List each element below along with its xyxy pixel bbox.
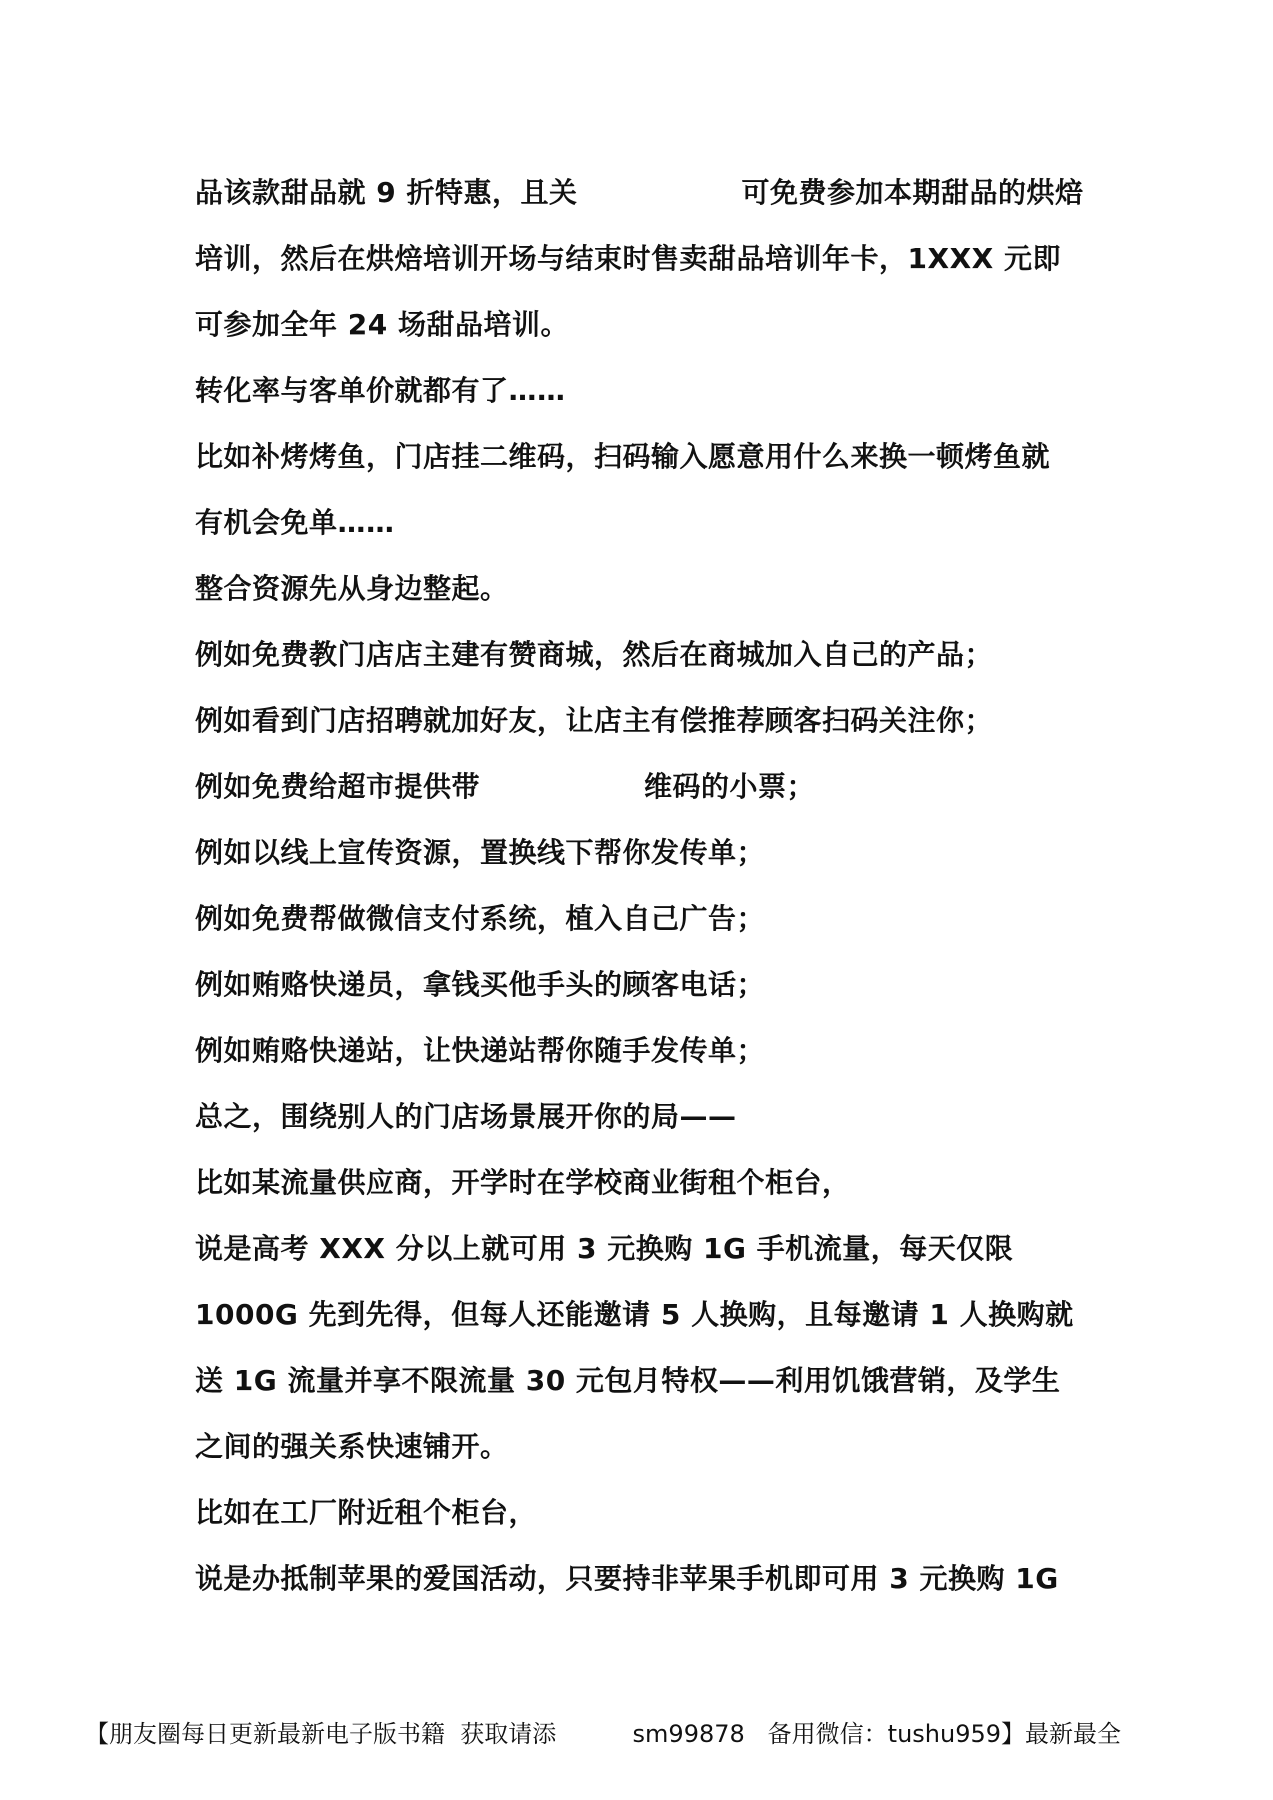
document-body [195, 160, 1095, 1612]
text-line: 比如在工厂附近租个柜台， [195, 1496, 538, 1529]
text-line: 例如免费教门店店主建有赞商城，然后在商城加入自己的产品； [195, 638, 994, 671]
text-line: 例如看到门店招聘就加好友，让店主有偿推荐顾客扫码关注你； [195, 704, 994, 737]
text-line: 培训，然后在烘焙培训开场与结束时售卖甜品培训年卡，1XXX 元即 [195, 242, 1061, 275]
text-line: 例如免费帮做微信支付系统，植入自己广告； [195, 902, 766, 935]
text-line: 比如补烤烤鱼，门店挂二维码，扫码输入愿意用什么来换一顿烤鱼就 [195, 440, 1051, 473]
text-line: 转化率与客单价就都有了…… [195, 374, 566, 407]
text-line: 送 1G 流量并享不限流量 30 元包月特权——利用饥饿营销，及学生 [195, 1364, 1061, 1397]
text-line: 比如某流量供应商，开学时在学校商业街租个柜台， [195, 1166, 851, 1199]
text-line: 之间的强关系快速铺开。 [195, 1430, 509, 1463]
text-line: 例如贿赂快递员，拿钱买他手头的顾客电话； [195, 968, 766, 1001]
text-line: 说是办抵制苹果的爱国活动，只要持非苹果手机即可用 3 元换购 1G [195, 1562, 1059, 1595]
text-line: 1000G 先到先得，但每人还能邀请 5 人换购，且每邀请 1 人换购就 [195, 1298, 1074, 1331]
footer-note: 【朋友圈每日更新最新电子版书籍 获取请添 sm99878 备用微信：tushu959】最新最全 [85, 1720, 1122, 1748]
text-line: 例如以线上宣传资源，置换线下帮你发传单； [195, 836, 766, 869]
text-line: 品该款甜品就 9 折特惠，且关 可免费参加本期甜品的烘焙 [195, 176, 1084, 209]
text-line: 有机会免单…… [195, 506, 395, 539]
text-line: 例如贿赂快递站，让快递站帮你随手发传单； [195, 1034, 766, 1067]
text-line: 说是高考 XXX 分以上就可用 3 元换购 1G 手机流量，每天仅限 [195, 1232, 1014, 1265]
text-line: 可参加全年 24 场甜品培训。 [195, 308, 569, 341]
text-line: 整合资源先从身边整起。 [195, 572, 509, 605]
text-line: 例如免费给超市提供带 维码的小票； [195, 770, 815, 803]
text-line: 总之，围绕别人的门店场景展开你的局—— [195, 1100, 737, 1133]
